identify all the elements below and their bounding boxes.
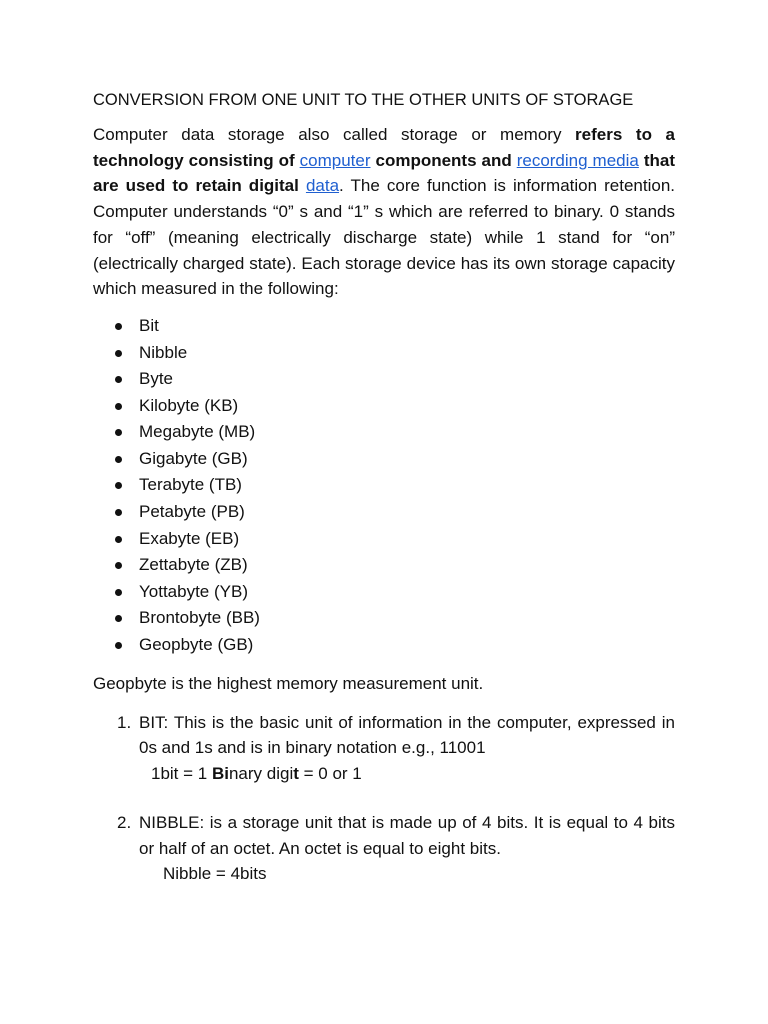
intro-bold-3: that are used to retain digital [93,150,675,196]
list-item: Petabyte (PB) [93,499,675,526]
list-item: Geopbyte (GB) [93,632,675,659]
bullet-icon [115,482,122,489]
document-page [93,88,675,887]
bullet-icon [115,562,122,569]
storage-units-list [93,313,675,659]
definitions-list [93,710,675,887]
list-item: Exabyte (EB) [93,526,675,553]
list-item: Megabyte (MB) [93,419,675,446]
bullet-icon [115,323,122,330]
item-number: 1. [117,712,132,732]
list-item: Byte [93,366,675,393]
bit-formula: 1bit = 1 Binary digit = 0 or 1 [151,763,362,783]
data-link[interactable]: data [305,176,340,196]
spacer [93,786,675,810]
intro-text-2: . The core function is information retention. Computer understands “0” s and “1” s which are referred to binary. 0 stands for “off” (meaning electrically discharge state) while 1 stand for “on” (electrically charged state). Each storage device has its own storage capacity which measured in the following: [93,176,675,299]
item-number: 2. [117,813,132,833]
list-item: Yottabyte (YB) [93,579,675,606]
page-title: CONVERSION FROM ONE UNIT TO THE OTHER UNITS OF STORAGE [93,91,634,109]
bullet-icon [115,350,122,357]
nibble-formula: Nibble = 4bits [163,864,267,884]
highest-unit-note: Geopbyte is the highest memory measurement unit. [93,673,484,693]
list-item: Kilobyte (KB) [93,393,675,420]
list-item: Terabyte (TB) [93,472,675,499]
recording-media-link[interactable]: recording media [516,150,639,170]
intro-bold-1: refers to a technology consisting of [93,125,676,170]
intro-bold-2: components and [370,150,517,170]
computer-link[interactable]: computer [299,150,371,170]
bullet-icon [115,589,122,596]
bullet-icon [115,376,122,383]
definition-item-nibble [93,810,675,887]
definition-text: NIBBLE: is a storage unit that is made up of 4 bits. It is equal to 4 bits or half of an octet. An octet is equal to eight bits. [139,813,675,858]
bullet-icon [115,642,122,649]
list-item: Bit [93,313,675,340]
bullet-icon [115,536,122,543]
list-item: Brontobyte (BB) [93,605,675,632]
bullet-icon [115,403,122,410]
bullet-icon [115,456,122,463]
definition-text: BIT: This is the basic unit of information in the computer, expressed in 0s and 1s and is in binary notation e.g., 11001 [139,712,675,758]
bullet-icon [115,509,122,516]
definition-item-bit [93,710,675,787]
bullet-icon [115,429,122,436]
list-item: Zettabyte (ZB) [93,552,675,579]
intro-paragraph [93,122,675,302]
intro-text-1: Computer data storage also called storage or memory [93,125,576,144]
bullet-icon [115,615,122,622]
list-item: Nibble [93,340,675,367]
list-item: Gigabyte (GB) [93,446,675,473]
